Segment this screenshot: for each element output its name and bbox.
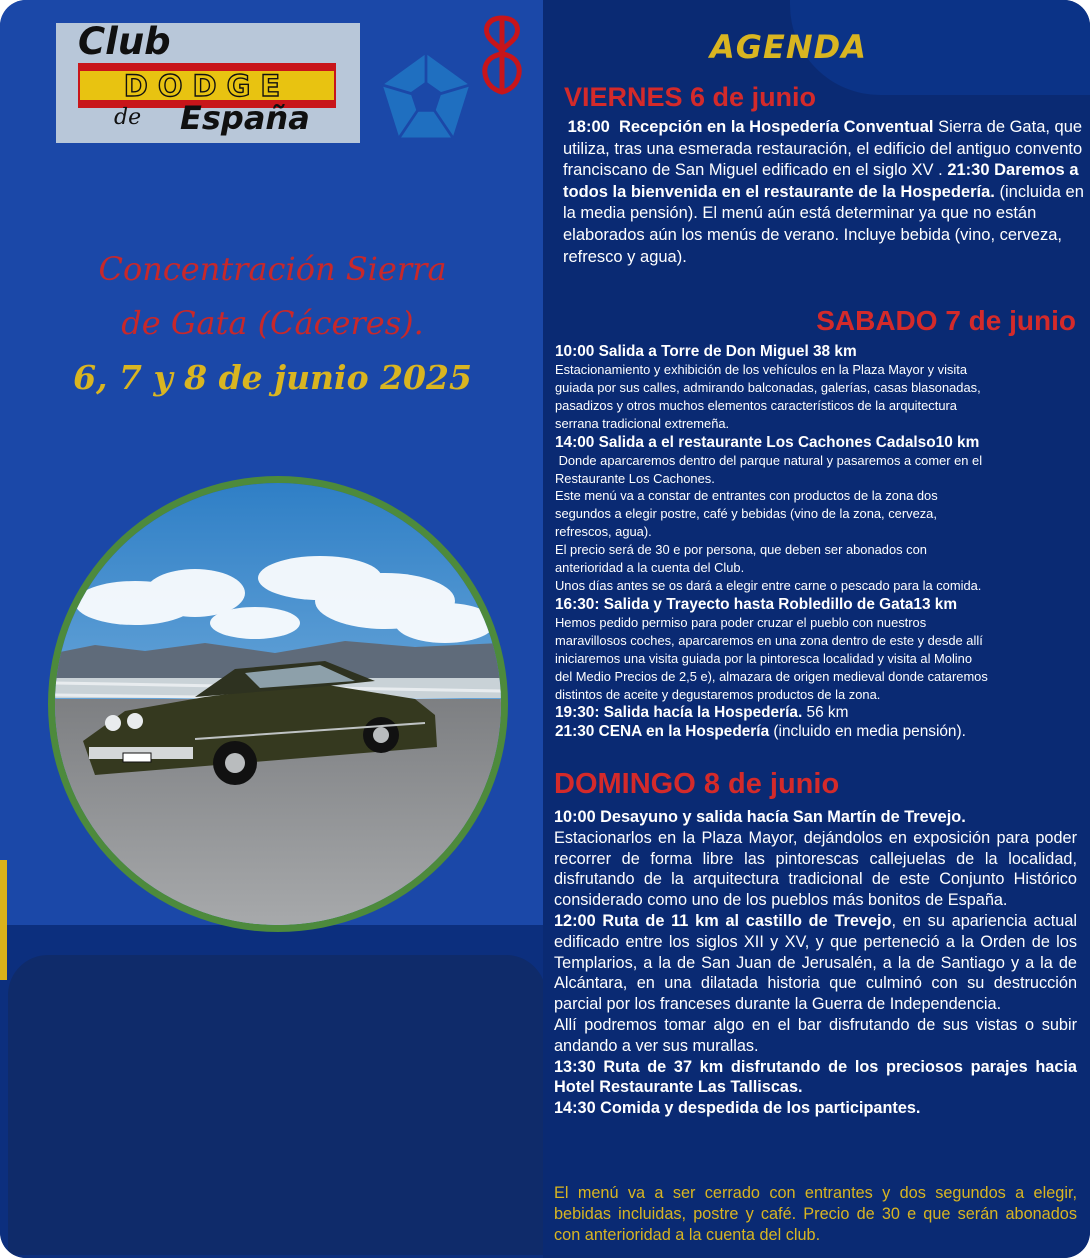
- logo-de-text: de: [114, 105, 142, 130]
- saturday-event-4: 19:30: Salida hacía la Hospedería.: [555, 704, 803, 722]
- saturday-event-5: 21:30 CENA en la Hospedería: [555, 723, 770, 741]
- saturday-text-2-line: Restaurante Los Cachones.: [555, 470, 715, 486]
- saturday-text-3-line: Hemos pedido permiso para poder cruzar el pueblo con nuestros: [555, 614, 927, 630]
- sunday-event-2: 12:00 Ruta de 11 km al castillo de Trevejo: [554, 911, 892, 930]
- saturday-text-3-line: iniciaremos una visita guiada por la pintoresca localidad y visita al Molino: [555, 650, 973, 666]
- saturday-text-3-line: del Medio Precios de 2,5 e), almazara de origen medieval donde cataremos: [555, 668, 988, 684]
- chrysler-pentastar-icon: [380, 52, 472, 144]
- saturday-text-1-line: serrana tradicional extremeña.: [555, 415, 730, 431]
- saturday-event-3: 16:30: Salida y Trayecto hasta Robledillo de Gata13 km: [555, 595, 958, 613]
- ram-symbol-icon: [478, 14, 526, 96]
- sunday-event-1: 10:00 Desayuno y salida hacía San Martín de Trevejo.: [554, 808, 966, 826]
- saturday-text-1-line: guiada por sus calles, admirando balconadas, galerías, casas blasonadas,: [555, 379, 981, 395]
- sunday-heading: DOMINGO 8 de junio: [554, 768, 840, 800]
- logo-club-text: Club: [78, 20, 171, 63]
- friday-event-2: 21:30 Daremos a todos la bienvenida en el restaurante de la Hospedería.: [563, 161, 1079, 201]
- sunday-text-1: Estacionarlos en la Plaza Mayor, dejándolos en exposición para poder recorrer de forma libre las pintorescas callejuelas de la localidad, disfrutando de la arquitectura tradicional de este Conjunto Histórico considerado como uno de los pueblos más bonitos de España.: [554, 828, 1077, 910]
- saturday-text-1-line: pasadizos y otros muchos elementos característicos de la arquitectura: [555, 397, 957, 413]
- saturday-event-2: 14:00 Salida a el restaurante Los Cachones Cadalso10 km: [555, 433, 980, 451]
- logo-dodge-text: DODGE: [123, 69, 291, 103]
- agenda-title: AGENDA: [710, 28, 867, 66]
- saturday-text-2-line: Donde aparcaremos dentro del parque natural y pasaremos a comer en el: [555, 452, 983, 468]
- saturday-text-3-line: maravillosos coches, aparcaremos en una zona dentro de este y desde allí: [555, 632, 983, 648]
- saturday-text-3-line: distintos de aceite y degustaremos productos de la zona.: [555, 686, 881, 702]
- logo-espana-text: España: [180, 99, 310, 137]
- car-illustration: [55, 483, 501, 925]
- sunday-event-3: 13:30 Ruta de 37 km disfrutando de los preciosos parajes hacia Hotel Restaurante Las Talliscas.: [554, 1057, 1077, 1097]
- friday-heading: VIERNES 6 de junio: [564, 82, 817, 112]
- saturday-event-1: 10:00 Salida a Torre de Don Miguel 38 km: [555, 343, 857, 360]
- sunday-text-3: Allí podremos tomar algo en el bar disfrutando de sus vistas o subir andando a ver sus murallas.: [554, 1015, 1077, 1055]
- friday-text-2: (incluida en la media pensión). El menú aún está determinar ya que no están elaborados aún los menús de verano. Incluye bebida (vino, cerveza, refresco y agua).: [563, 182, 1084, 266]
- saturday-text-5: (incluido en media pensión).: [769, 723, 966, 741]
- sunday-schedule: [554, 807, 1077, 1119]
- club-logo: [56, 20, 360, 143]
- friday-text-1: Sierra de Gata, que utiliza, tras una esmerada restauración, el edificio del antiguo convento franciscano de San Miguel edificado en el siglo XV .: [563, 118, 1083, 180]
- event-dates: 6, 7 y 8 de junio 2025: [73, 358, 472, 397]
- sunday-event-4: 14:30 Comida y despedida de los participantes.: [554, 1099, 921, 1118]
- bottom-decoration: [8, 955, 546, 1255]
- sunday-text-2: , en su apariencia actual edificado entre los siglos XII y XV, y que perteneció a la Orden de los Templarios, a la de San Juan de Jerusalén, a la de Santiago y a la de Alcántara, en una dilatada historia que culminó con su destrucción parcial por los franceses durante la Guerra de Independencia.: [554, 911, 1077, 1014]
- event-title-line1: Concentración Sierra: [98, 250, 447, 288]
- saturday-distance-4: 56 km: [802, 704, 849, 722]
- edge-accent: [0, 860, 7, 980]
- saturday-heading: SABADO 7 de junio: [816, 305, 1076, 336]
- friday-schedule: [563, 117, 1088, 268]
- saturday-text-2-line: refrescos, agua).: [555, 524, 652, 540]
- saturday-text-2-line: Este menú va a constar de entrantes con productos de la zona dos: [555, 488, 938, 504]
- saturday-schedule: [555, 342, 1090, 741]
- saturday-text-2-line: Unos días antes se os dará a elegir entre carne o pescado para la comida.: [555, 577, 982, 593]
- menu-note: El menú va a ser cerrado con entrantes y dos segundos a elegir, bebidas incluidas, postre y café. Precio de 30 e que serán abonados con anterioridad a la cuenta del club.: [554, 1184, 1077, 1244]
- saturday-text-2-line: segundos a elegir postre, café y bebidas (vino de la zona, cerveza,: [555, 506, 937, 522]
- friday-event-1: Recepción en la Hospedería Conventual: [618, 118, 934, 136]
- saturday-text-1-line: Estacionamiento y exhibición de los vehículos en la Plaza Mayor y visita: [555, 362, 967, 377]
- friday-time-1: 18:00: [567, 118, 610, 136]
- saturday-text-2-line: anterioridad a la cuenta del Club.: [555, 560, 745, 576]
- event-title-line2: de Gata (Cáceres).: [121, 304, 424, 342]
- car-photo: [48, 476, 508, 932]
- saturday-text-2-line: El precio será de 30 e por persona, que deben ser abonados con: [555, 542, 927, 558]
